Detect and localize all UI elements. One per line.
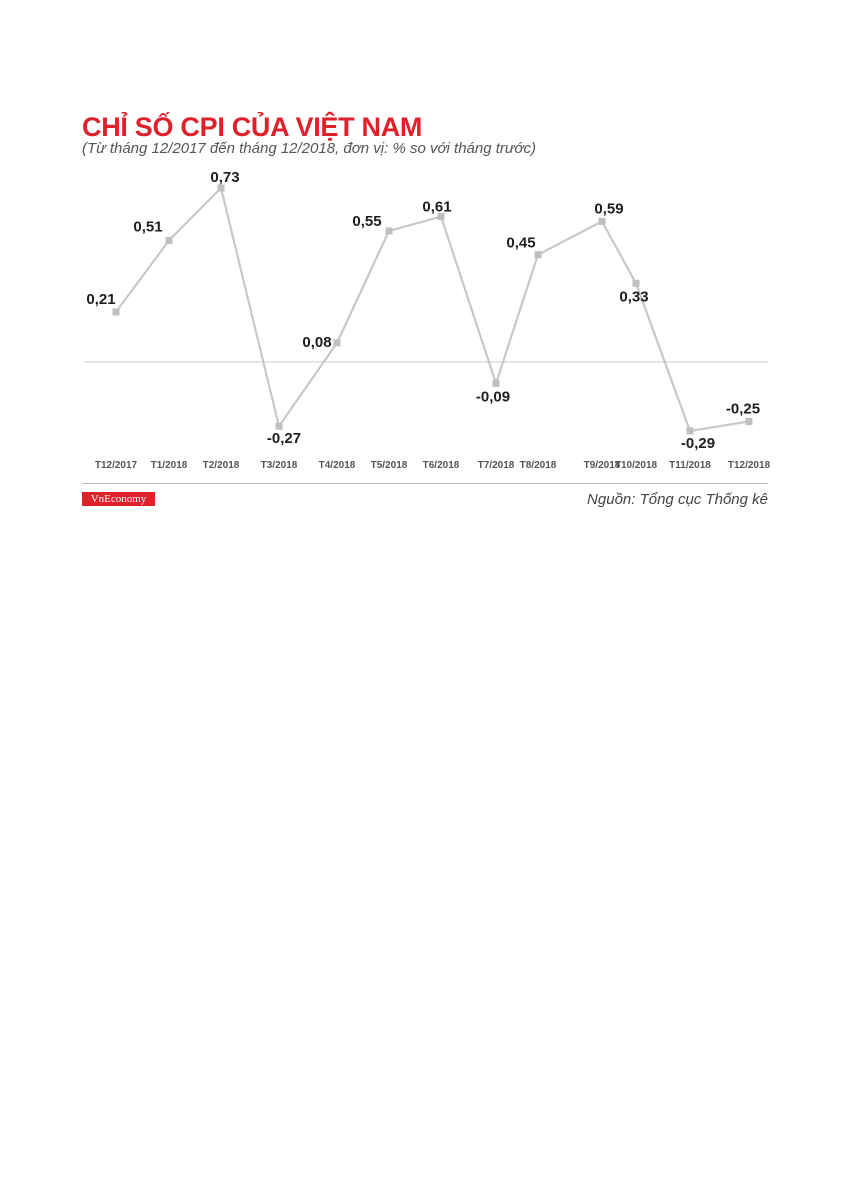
data-label: 0,21 (86, 290, 116, 308)
data-point (334, 339, 341, 346)
data-point (386, 227, 393, 234)
vneconomy-logo: VnEconomy (82, 492, 155, 506)
data-label: 0,59 (594, 200, 624, 218)
x-tick-label: T6/2018 (422, 460, 460, 471)
data-label: -0,27 (266, 430, 302, 448)
x-tick-label: T9/2018 (583, 460, 621, 471)
x-tick-label: T7/2018 (477, 460, 515, 471)
data-point (746, 418, 753, 425)
x-tick-label: T11/2018 (669, 460, 711, 471)
chart-title: CHỈ SỐ CPI CỦA VIỆT NAM (82, 112, 423, 142)
data-label: 0,61 (422, 198, 452, 216)
data-label: 0,55 (352, 212, 382, 230)
x-tick-label: T8/2018 (519, 460, 557, 471)
data-point (633, 280, 640, 287)
series-line (116, 188, 749, 431)
x-tick-label: T12/2017 (94, 460, 138, 471)
source-note: Nguồn: Tổng cục Thống kê (587, 491, 768, 508)
x-tick-label: T12/2018 (727, 460, 771, 471)
data-label: 0,51 (133, 218, 163, 236)
data-label: 0,73 (210, 169, 240, 186)
chart-subtitle: (Từ tháng 12/2017 đến tháng 12/2018, đơn vị: % so với tháng trước) (82, 140, 536, 157)
data-label: 0,08 (302, 333, 332, 351)
data-point (599, 218, 606, 225)
x-tick-label: T4/2018 (318, 460, 356, 471)
data-point (687, 428, 694, 435)
x-tick-label: T1/2018 (150, 460, 188, 471)
data-label: -0,25 (725, 400, 761, 418)
x-tick-label: T3/2018 (260, 460, 298, 471)
data-label: -0,29 (680, 435, 716, 452)
data-label: 0,45 (506, 234, 536, 252)
data-point (276, 423, 283, 430)
data-point (535, 251, 542, 258)
x-tick-label: T2/2018 (202, 460, 240, 471)
data-label: -0,09 (475, 388, 511, 406)
cpi-line-chart (0, 0, 841, 480)
data-point (493, 380, 500, 387)
data-point (113, 308, 120, 315)
data-point (166, 237, 173, 244)
x-tick-label: T10/2018 (614, 460, 658, 471)
footer-divider (82, 483, 768, 484)
x-tick-label: T5/2018 (370, 460, 408, 471)
data-label: 0,33 (619, 288, 649, 306)
